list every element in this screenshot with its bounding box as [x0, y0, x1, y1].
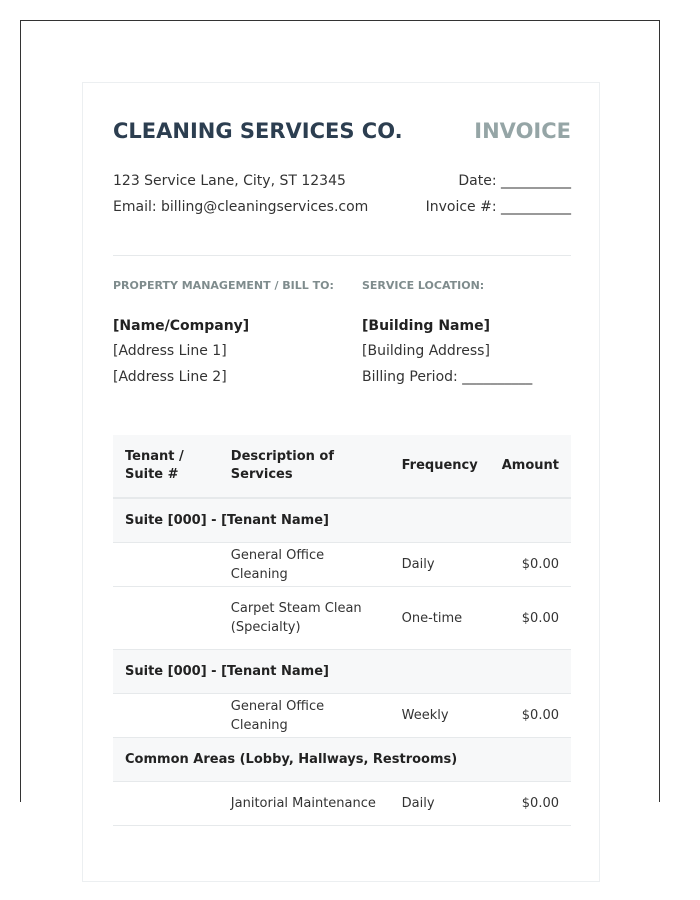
company-address: 123 Service Lane, City, ST 12345 [113, 173, 346, 189]
description-cell: General Office Cleaning [219, 543, 390, 587]
invoice-sheet [82, 82, 600, 882]
column-header-amount: Amount [490, 435, 571, 498]
document-title: INVOICE [474, 119, 571, 143]
group-title: Suite [000] - [Tenant Name] [113, 650, 571, 694]
billing-period: Billing Period: __________ [362, 369, 533, 385]
tenant-cell [113, 694, 219, 738]
description-cell: Carpet Steam Clean (Specialty) [219, 587, 390, 650]
services-table [113, 435, 571, 826]
column-header-description: Description of Services [219, 435, 390, 498]
amount-cell: $0.00 [490, 782, 571, 826]
description-cell: General Office Cleaning [219, 694, 390, 738]
tenant-cell [113, 782, 219, 826]
amount-cell: $0.00 [490, 543, 571, 587]
tenant-cell [113, 543, 219, 587]
table-row [113, 543, 571, 587]
table-header-row [113, 435, 571, 498]
building-name: [Building Name] [362, 318, 490, 334]
bill-to-address-2: [Address Line 2] [113, 369, 227, 385]
invoice-date: Date: __________ [458, 173, 571, 189]
table-row [113, 782, 571, 826]
column-header-tenant: Tenant / Suite # [113, 435, 219, 498]
amount-cell: $0.00 [490, 587, 571, 650]
table-row [113, 694, 571, 738]
bill-to-label: PROPERTY MANAGEMENT / BILL TO: [113, 279, 334, 292]
frequency-cell: Daily [390, 782, 490, 826]
building-address: [Building Address] [362, 343, 490, 359]
amount-cell: $0.00 [490, 694, 571, 738]
company-email: Email: billing@cleaningservices.com [113, 199, 369, 215]
frequency-cell: Daily [390, 543, 490, 587]
page-frame [20, 20, 660, 811]
description-cell: Janitorial Maintenance [219, 782, 390, 826]
table-row [113, 587, 571, 650]
group-row [113, 498, 571, 543]
group-row [113, 650, 571, 694]
group-row [113, 738, 571, 782]
tenant-cell [113, 587, 219, 650]
frequency-cell: One-time [390, 587, 490, 650]
frequency-cell: Weekly [390, 694, 490, 738]
group-title: Common Areas (Lobby, Hallways, Restrooms) [113, 738, 571, 782]
bill-to-name: [Name/Company] [113, 318, 250, 334]
header-divider [113, 255, 571, 256]
company-name: CLEANING SERVICES CO. [113, 119, 403, 143]
group-title: Suite [000] - [Tenant Name] [113, 498, 571, 543]
invoice-number: Invoice #: __________ [425, 199, 571, 215]
service-location-label: SERVICE LOCATION: [362, 279, 485, 292]
bill-to-address-1: [Address Line 1] [113, 343, 227, 359]
column-header-frequency: Frequency [390, 435, 490, 498]
